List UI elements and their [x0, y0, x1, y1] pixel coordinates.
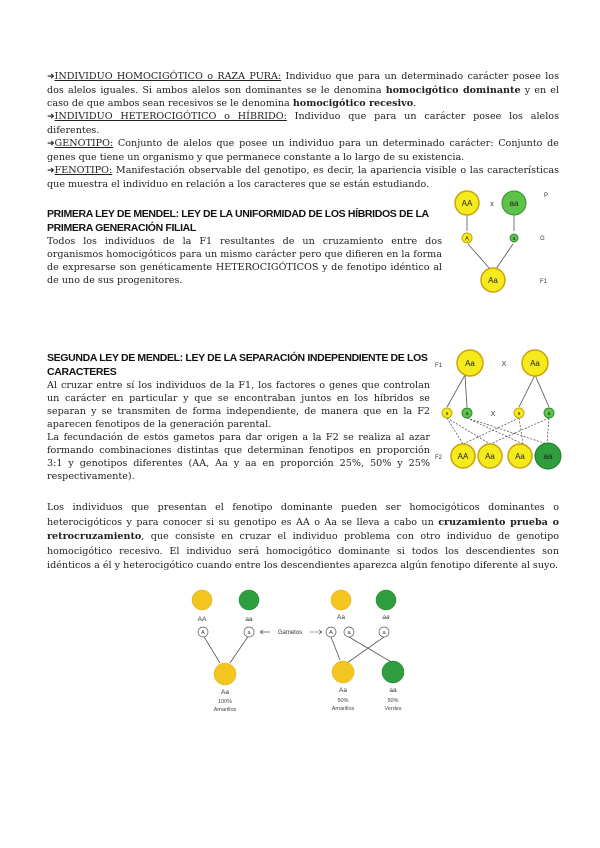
definition-text: Manifestación observable del genotipo, es decir, la apariencia visible o las características que muestra el individuo en relación a los caracteres que se están estudiando.: [47, 165, 559, 190]
definition-term: GENOTIPO:: [54, 138, 114, 149]
arrow-icon: ➜: [47, 166, 55, 176]
right-parent-dominant-circle: [331, 590, 351, 610]
right-child-green-label: aa: [389, 687, 397, 694]
right-parent-dominant-label: Aa: [337, 614, 345, 621]
definition-term: FENOTIPO:: [54, 165, 113, 176]
second-law-body-2: La fecundación de estos gametos para dar origen a la F2 se realiza al azar formando combinaciones distintas que determinan fenotipos en proporción 3:1 y genotipos diferentes (AA, Aa y aa en proporción 25%, 50% y 25% respectivamente).: [47, 432, 430, 482]
left-parent-dominant-label: AA: [197, 616, 207, 623]
second-law-section: [47, 351, 430, 483]
definition-item: [47, 137, 559, 164]
right-child-yellow-percent: 50%: [337, 698, 349, 704]
definitions-list: [47, 70, 559, 191]
left-gamete-A-label: A: [201, 630, 205, 636]
left-parent-dominant-circle: [192, 590, 212, 610]
definition-item: [47, 70, 559, 110]
parent-dominant-label: AA: [461, 199, 473, 208]
gamete-3-label: a: [517, 411, 521, 417]
left-child-label: Aa: [221, 689, 229, 696]
definition-term: INDIVIDUO HOMOCIGÓTICO o RAZA PURA:: [54, 71, 282, 82]
right-child-green-circle: [382, 661, 404, 683]
f2-offspring-4-label: aa: [543, 452, 553, 461]
cross-symbol: x: [490, 201, 494, 208]
right-gamete-A-label: A: [329, 630, 333, 636]
arrow-icon: ➜: [47, 139, 55, 149]
f1-parent-1-label: Aa: [465, 359, 475, 368]
right-child-green-phenotype: Verdes: [384, 706, 402, 712]
definition-bold-term: homocigótico dominante: [385, 85, 521, 96]
right-child-yellow-label: Aa: [339, 687, 347, 694]
first-law-body: Todos los individuos de la F1 resultantes de un cruzamiento entre dos organismos homocigóticos para un mismo carácter pero que difieren en la forma de expresarse son genéticamente HETEROCIGÓTICOS y de fenotipo idéntico al de uno de sus progenitores.: [47, 236, 442, 286]
label-p: P: [544, 193, 549, 199]
gamete-1-label: a: [445, 411, 449, 417]
right-parent-recessive-label: aa: [382, 614, 390, 621]
right-gamete-a2-label: a: [382, 630, 386, 636]
child-label: Aa: [488, 276, 498, 285]
right-parent-recessive-circle: [376, 590, 396, 610]
f2-offspring-1-label: AA: [457, 452, 469, 461]
f1-parent-2-label: Aa: [530, 359, 540, 368]
test-cross-term: cruzamiento prueba o retrocruzamiento: [47, 516, 559, 542]
arrow-icon: ➜: [47, 112, 55, 122]
arrow-icon: ➜: [47, 72, 55, 82]
right-child-yellow-circle: [332, 661, 354, 683]
definition-text: .: [413, 98, 417, 109]
left-child-phenotype: Amarillos: [213, 707, 237, 713]
definition-bold-term: homocigótico recesivo: [292, 98, 414, 109]
parent-recessive-label: aa: [509, 199, 519, 208]
second-law-title: SEGUNDA LEY DE MENDEL: LEY DE LA SEPARACIÓN INDEPENDIENTE DE LOS CARACTERES: [47, 352, 428, 378]
gametos-label: Gametos: [277, 630, 303, 636]
first-law-section: [47, 207, 442, 287]
first-law-diagram: [440, 185, 560, 295]
right-child-yellow-phenotype: Amarillos: [331, 706, 355, 712]
definition-text: Conjunto de alelos que posee un individuo para un determinado carácter: Conjunto de genes que tiene un organismo y que permanece constante a lo largo de su existencia.: [47, 138, 559, 163]
definition-text: Individuo que para un determinado carácter posee los dos alelos iguales. Si ambos alelos son dominantes se le denomina: [47, 71, 559, 96]
definition-text: Individuo que para un carácter posee los alelos diferentes.: [47, 111, 559, 136]
label-g: G: [540, 236, 545, 242]
gamete-a-lower-label: a: [512, 236, 516, 242]
test-cross-paragraph: [47, 501, 559, 574]
right-gamete-a1-label: a: [347, 630, 351, 636]
left-parent-recessive-circle: [239, 590, 259, 610]
definition-text: y en el caso de que ambos sean recesivos se le denomina: [47, 85, 560, 109]
cross-symbol-f1: X: [501, 361, 507, 368]
label-f1-second: F1: [435, 363, 443, 369]
cross-symbol-gametes: X: [490, 411, 496, 418]
label-f1: F1: [540, 279, 548, 285]
left-child-percent: 100%: [217, 699, 233, 705]
label-f2: F2: [435, 455, 443, 461]
left-child-circle: [214, 663, 236, 685]
test-cross-text-1: Los individuos que presentan el fenotipo dominante pueden ser homocigóticos dominantes o heterocigóticos y para conocer si su genotipo es AA o Aa se lleva a cabo un: [47, 502, 559, 528]
definition-term: INDIVIDUO HETEROCIGÓTICO o HÍBRIDO:: [54, 111, 287, 122]
f2-offspring-2-label: Aa: [485, 452, 495, 461]
test-cross-text-2: , que consiste en cruzar el individuo problema con otro individuo de genotipo homocigótico recesivo. El individuo será homocigótico dominante si todos los descendientes son idénticos a él y heterocigótico cuando entre los descendientes aparezca algún fenotipo diferente al suyo.: [47, 531, 559, 571]
definition-item: [47, 110, 559, 137]
first-law-title: PRIMERA LEY DE MENDEL: LEY DE LA UNIFORMIDAD DE LOS HÍBRIDOS DE LA PRIMERA GENERACIÓN FILIAL: [47, 208, 429, 234]
left-gamete-a-label: a: [247, 630, 251, 636]
gamete-a-upper-label: A: [464, 236, 470, 243]
gamete-2-label: a: [465, 411, 469, 417]
gamete-4-label: a: [547, 411, 551, 417]
right-child-green-percent: 50%: [387, 698, 399, 704]
second-law-body-1: Al cruzar entre sí los individuos de la F1, los factores o genes que controlan un carácter en particular y que se encontraban juntos en los híbridos se separan y se transmiten de forma independiente, de manera que en la F2 aparecen fenotipos de la generación parental.: [47, 380, 430, 430]
f2-offspring-3-label: Aa: [515, 452, 525, 461]
second-law-diagram: [435, 345, 565, 475]
test-cross-diagram: [190, 585, 420, 720]
left-parent-recessive-label: aa: [245, 616, 253, 623]
